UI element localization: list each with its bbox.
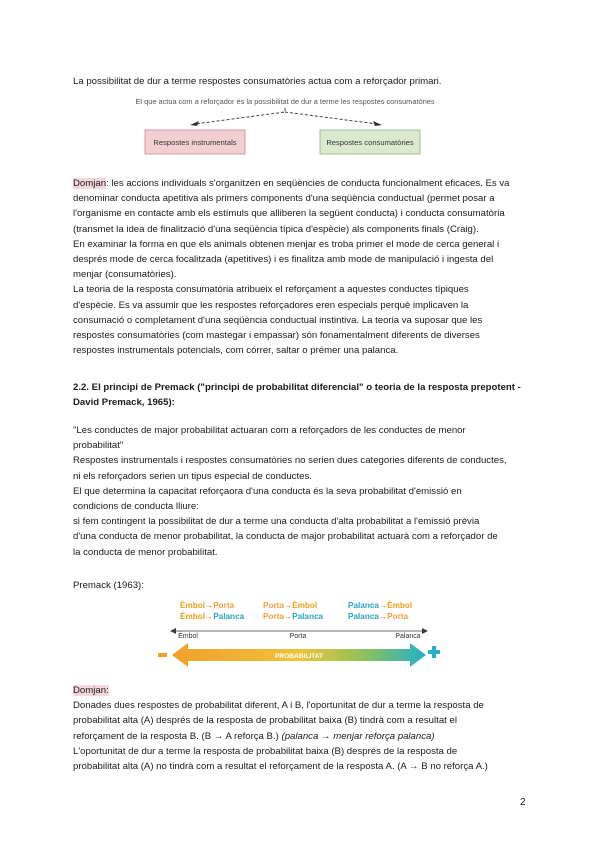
quote-line: d'una conducta de menor probabilitat, la conducta de major probabilitat actuarà com a reforçador de bbox=[73, 531, 498, 543]
scale-label-palanca: Palanca bbox=[395, 633, 421, 640]
minus-icon bbox=[158, 653, 167, 657]
reinforcement-pair: Èmbol→Porta bbox=[180, 601, 235, 610]
premack-quote-block bbox=[73, 423, 543, 560]
dashed-arrow-left bbox=[195, 108, 285, 124]
reinforcement-pairs bbox=[180, 600, 412, 621]
scale-label-embol: Èmbol bbox=[178, 633, 198, 640]
diagram-caption: El que actua com a reforçador és la possibilitat de dur a terme les respostes consumatòries bbox=[135, 97, 435, 106]
premack-citation: Premack (1963): bbox=[73, 580, 144, 591]
domjan2-line: L'oportunitat de dur a terme la resposta de probabilitat baixa (B) després de la resposta de bbox=[73, 745, 458, 757]
arrowhead-left bbox=[190, 121, 199, 126]
domjan-line: denominar conducta apetitiva als primers components d'una seqüència conductual (permet posar a bbox=[73, 193, 495, 205]
domjan2-example: (palanca → menjar reforça palanca) bbox=[281, 730, 435, 742]
reinforcement-pair: Porta→Palanca bbox=[263, 612, 324, 621]
heading-line-2: David Premack, 1965): bbox=[73, 397, 175, 409]
scale-arrow-right bbox=[422, 628, 428, 634]
domjan-line: consumació o completament d'una seqüència conductual instintiva. La teoria va suposar que les bbox=[73, 314, 483, 326]
quote-line: Respostes instrumentals i respostes consumatòries no serien dues categories diferents de conductes, bbox=[73, 455, 507, 467]
domjan-paragraph-1 bbox=[73, 176, 543, 358]
domjan-line-1: : les accions individuals s'organitzen en seqüències de conducta funcionalment eficaces. Es va bbox=[106, 178, 510, 189]
domjan-line: d'espècie. Es va assumir que les respostes reforçadores eren especials perquè implicaven la bbox=[73, 299, 469, 311]
scale-label-porta: Porta bbox=[289, 633, 307, 640]
quote-line: ni els reforçadors serien un tipus especial de conductes. bbox=[73, 470, 312, 482]
premack-probability-figure bbox=[158, 597, 440, 667]
domjan-line: En examinar la forma en que els animals obtenen menjar es troba primer el mode de cerca general i bbox=[73, 238, 500, 250]
domjan-line: respostes consumatòries (com mastegar i empassar) són fonamentalment diferents de diverses bbox=[73, 330, 480, 342]
page-number: 2 bbox=[520, 797, 526, 808]
scale-arrow-left bbox=[170, 628, 176, 634]
section-heading bbox=[73, 380, 543, 410]
domjan2-line: probabilitat alta (A) no tindrà com a resultat el reforçament de la resposta A. (A → B no reforça A.) bbox=[73, 761, 488, 773]
quote-line: probabilitat" bbox=[73, 440, 124, 452]
probability-label: PROBABILITAT bbox=[274, 653, 324, 660]
domjan-line: La teoria de la resposta consumatòria atribueix el reforçament a aquestes conductes típiques bbox=[73, 284, 469, 296]
domjan-paragraph-2 bbox=[73, 683, 543, 774]
domjan2-line-3: reforçament de la resposta B. (B → A reforça B.) bbox=[73, 730, 282, 742]
quote-line: El que determina la capacitat reforçaora d'una conducta és la seva probabilitat d'emissió en bbox=[73, 485, 462, 497]
domjan2-line: Donades dues respostes de probabilitat diferent, A i B, l'oportunitat de dur a terme la resposta de bbox=[73, 700, 484, 712]
arrowhead-right bbox=[373, 121, 382, 126]
box-instrumental-label: Respostes instrumentals bbox=[153, 138, 237, 147]
dashed-arrow-right bbox=[285, 112, 377, 124]
intro-sentence: La possibilitat de dur a terme respostes consumatòries actua com a reforçador primari. bbox=[73, 76, 442, 87]
domjan2-line: probabilitat alta (A) després de la resposta de probabilitat baixa (B) tindrà com a resultat el bbox=[73, 715, 457, 727]
domjan-line: (transmet la idea de finalització d'una seqüència típica d'espècie) als components finals (Craig). bbox=[73, 223, 479, 235]
plus-icon bbox=[428, 646, 440, 658]
domjan-label: Domjan bbox=[73, 178, 107, 189]
reinforcement-pair: Palanca→Èmbol bbox=[348, 601, 413, 610]
domjan-line: respostes instrumentals potencials, com córrer, saltar o prémer una palanca. bbox=[73, 345, 399, 357]
domjan-line: menjar (consumatòries). bbox=[73, 269, 177, 281]
quote-line: la conducta de menor probabilitat. bbox=[73, 546, 218, 558]
domjan-line: després mode de cerca focalitzada (apetitives) i es finalitza amb mode de manipulació i ingesta del bbox=[73, 254, 494, 266]
reinforcement-pair: Palanca→Porta bbox=[348, 612, 409, 621]
quote-line: si fem contingent la possibilitat de dur a terme una conducta d'alta probabilitat a l'emissió prèvia bbox=[73, 516, 480, 528]
heading-line-1: 2.2. El principi de Premack ("principi de probabilitat diferencial" o teoria de la resposta prepotent - bbox=[73, 382, 521, 393]
quote-line: "Les conductes de major probabilitat actuaran com a reforçadors de les conductes de menor bbox=[73, 425, 466, 436]
box-consummatory-label: Respostes consumatòries bbox=[326, 138, 414, 147]
domjan-line: l'organisme en contacte amb els estímuls que alliberen la següent conducta) i conducta consumatòria bbox=[73, 208, 505, 220]
reinforcement-pair: Porta→Èmbol bbox=[263, 601, 318, 610]
quote-line: condicions de conducta lliure: bbox=[73, 501, 199, 513]
reinforcer-diagram bbox=[115, 94, 455, 160]
domjan2-label: Domjan: bbox=[73, 685, 109, 696]
reinforcement-pair: Èmbol→Palanca bbox=[180, 612, 245, 621]
